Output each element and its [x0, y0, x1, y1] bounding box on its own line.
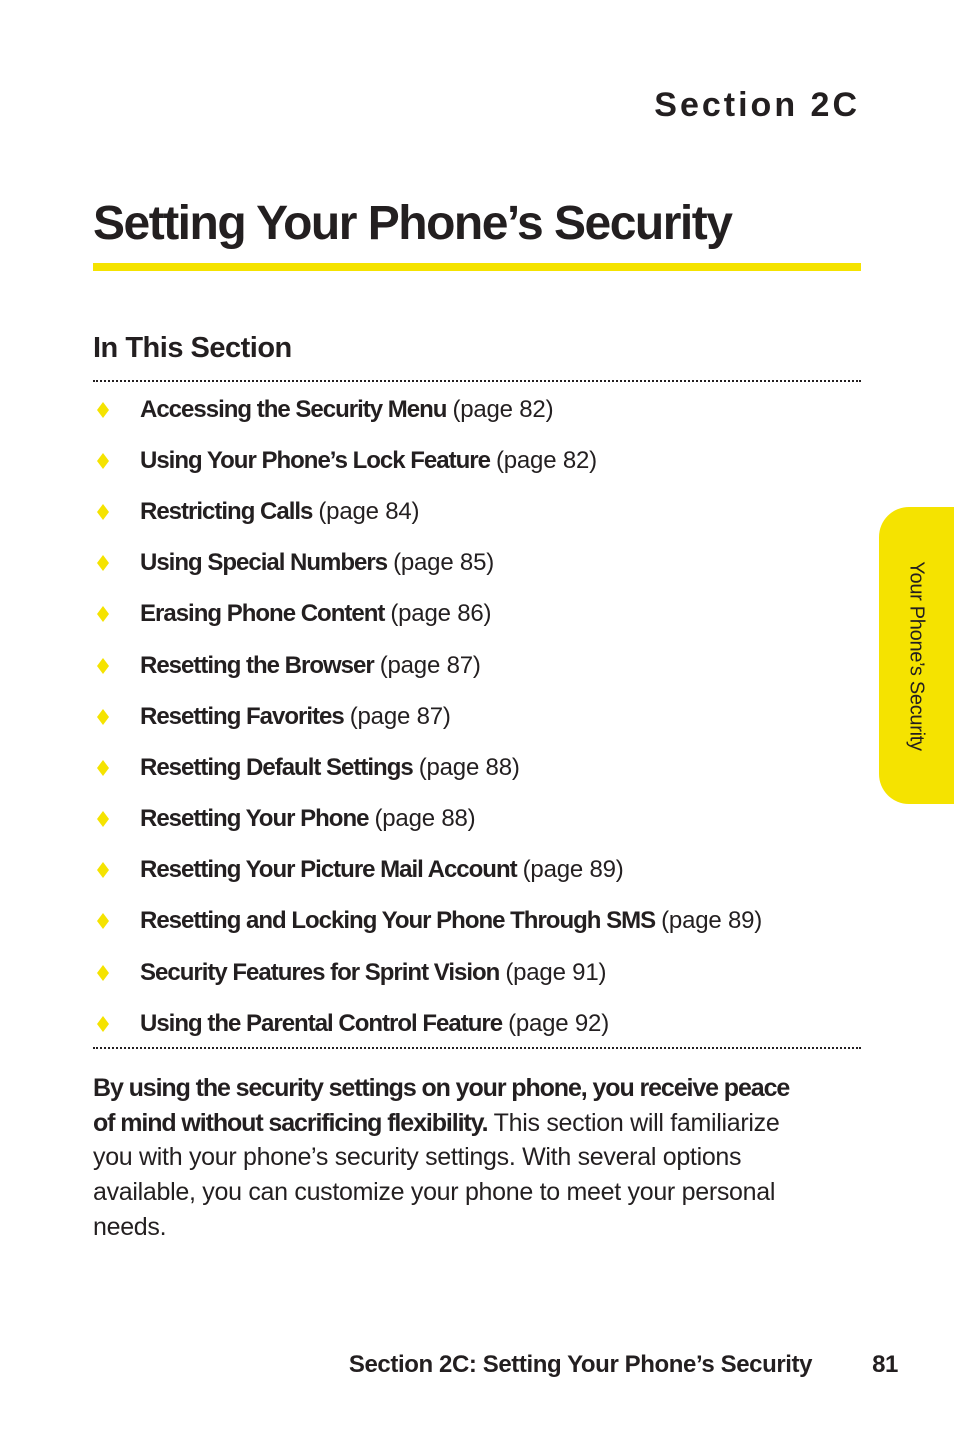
toc-item [93, 589, 861, 640]
toc-item [93, 896, 861, 947]
toc-item-page-ref: (page 91) [505, 958, 607, 986]
toc-item-title: Security Features for Sprint Vision [140, 958, 500, 986]
toc-item-title: Resetting the Browser [140, 651, 374, 679]
toc-item [93, 691, 861, 742]
toc-item-title: Using Special Numbers [140, 549, 388, 577]
toc-item [93, 998, 861, 1049]
diamond-bullet-icon [93, 760, 140, 776]
page-footer [349, 1351, 898, 1379]
diamond-bullet-icon [93, 504, 140, 520]
toc-item-title: Resetting Your Picture Mail Account [140, 856, 517, 884]
toc-item-title: Using Your Phone’s Lock Feature [140, 446, 490, 474]
toc-item-title: Restricting Calls [140, 497, 313, 525]
toc-list [93, 384, 861, 1049]
toc-item-title: Erasing Phone Content [140, 600, 385, 628]
diamond-bullet-icon [93, 862, 140, 878]
title-underline-rule [93, 263, 861, 271]
toc-item-page-ref: (page 86) [390, 600, 492, 628]
toc-item [93, 742, 861, 793]
toc-item-title: Accessing the Security Menu [140, 395, 447, 423]
toc-item [93, 384, 861, 435]
toc-item-title: Using the Parental Control Feature [140, 1009, 503, 1037]
diamond-bullet-icon [93, 965, 140, 981]
diamond-bullet-icon [93, 811, 140, 827]
toc-item-page-ref: (page 82) [452, 395, 554, 423]
toc-item [93, 794, 861, 845]
intro-bold-lead: By using the security settings on your phone, you receive peace of mind without sacrificing flexibility. [93, 1074, 790, 1137]
toc-item [93, 640, 861, 691]
toc-item-title: Resetting and Locking Your Phone Through SMS [140, 907, 656, 935]
toc-item-title: Resetting Favorites [140, 702, 344, 730]
toc-item-page-ref: (page 89) [661, 907, 763, 935]
footer-page-number: 81 [872, 1351, 898, 1378]
toc-item-page-ref: (page 88) [418, 753, 520, 781]
diamond-bullet-icon [93, 555, 140, 571]
toc-item-page-ref: (page 89) [522, 856, 624, 884]
toc-item [93, 486, 861, 537]
toc-item [93, 947, 861, 998]
diamond-bullet-icon [93, 913, 140, 929]
side-tab-label: Your Phone’s Security [905, 561, 928, 751]
toc-item [93, 435, 861, 486]
diamond-bullet-icon [93, 453, 140, 469]
toc-item-title: Resetting Default Settings [140, 753, 413, 781]
diamond-bullet-icon [93, 402, 140, 418]
toc-item-title: Resetting Your Phone [140, 805, 369, 833]
toc-item-page-ref: (page 84) [318, 497, 420, 525]
toc-item-page-ref: (page 92) [508, 1009, 610, 1037]
toc-item-page-ref: (page 88) [374, 805, 476, 833]
toc-item [93, 845, 861, 896]
chapter-title: Setting Your Phone’s Security [93, 197, 732, 250]
diamond-bullet-icon [93, 606, 140, 622]
diamond-bullet-icon [93, 1016, 140, 1032]
toc-item-page-ref: (page 87) [379, 651, 481, 679]
toc-item-page-ref: (page 87) [349, 702, 451, 730]
toc-item-page-ref: (page 85) [393, 549, 495, 577]
intro-paragraph [93, 1071, 813, 1245]
toc-top-dotted-rule [93, 380, 861, 382]
diamond-bullet-icon [93, 658, 140, 674]
section-label: Section 2C [654, 86, 860, 124]
toc-bottom-dotted-rule [93, 1047, 861, 1049]
toc-item [93, 538, 861, 589]
intro-body-text: This section will familiarize you with your phone’s security settings. With several options available, you can customize your phone to meet your personal needs. [93, 1108, 780, 1241]
footer-running-title: Section 2C: Setting Your Phone’s Security [348, 1351, 813, 1378]
toc-item-page-ref: (page 82) [495, 446, 597, 474]
in-this-section-heading: In This Section [93, 332, 292, 364]
diamond-bullet-icon [93, 709, 140, 725]
